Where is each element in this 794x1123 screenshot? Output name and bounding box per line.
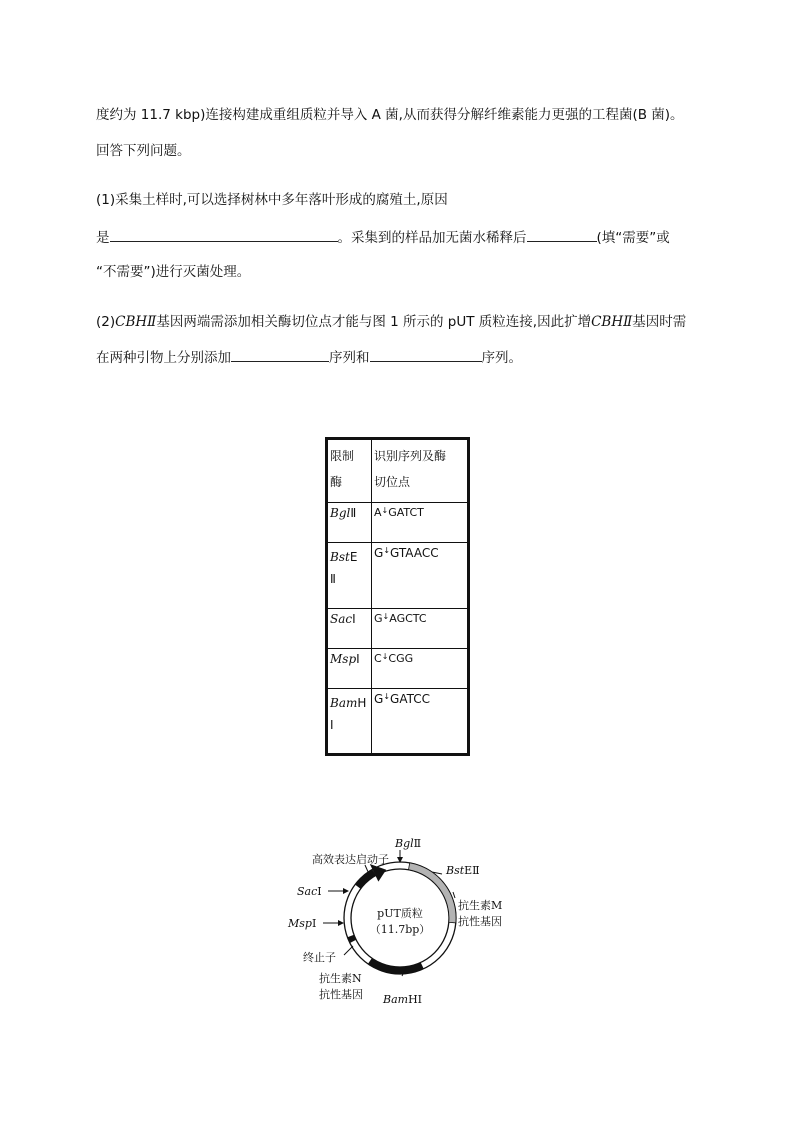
table-header-site: 识别序列及酶 切位点 [372, 439, 469, 503]
promoter-segment [355, 869, 376, 889]
bgl-label: BglⅡ [395, 837, 422, 850]
enzyme-name: BamH Ⅰ [327, 689, 372, 755]
text-segment: 在两种引物上分别添加 [96, 350, 231, 366]
table-header-enzyme: 限制 酶 [327, 439, 372, 503]
msp-pointer-head [338, 920, 344, 926]
resist-m-label-2: 抗性基因 [458, 915, 502, 928]
text-segment: 是 [96, 230, 110, 246]
text-segment: (2) [96, 314, 116, 330]
resist-m-pointer [453, 892, 455, 898]
recognition-site: G↓AGCTC [372, 609, 469, 649]
bam-label: BamHⅠ [383, 993, 423, 1006]
resist-n-label-1: 抗生素N [319, 972, 362, 985]
question-2-line-2 [96, 347, 522, 368]
text-segment: 序列。 [481, 350, 522, 366]
text-segment: 。采集到的样品加无菌水稀释后 [337, 230, 527, 246]
question-2 [96, 312, 686, 332]
msp-label: MspⅠ [288, 917, 317, 930]
answer-blank-2[interactable] [527, 227, 597, 242]
table-row [327, 609, 469, 649]
terminator-pointer [344, 946, 353, 955]
enzyme-table [325, 437, 470, 756]
recognition-site: G↓GTAACC [372, 543, 469, 609]
table-row [327, 503, 469, 543]
sac-label: SacⅠ [297, 885, 322, 898]
recognition-site: C↓CGG [372, 649, 469, 689]
text-line-2: 回答下列问题。 [96, 143, 191, 159]
text-line-1: 度约为 11.7 kbp)连接构建成重组质粒并导入 A 菌,从而获得分解纤维素能力更强的工程菌(B 菌)。 [96, 107, 684, 123]
question-1-line-3: “不需要”)进行灭菌处理。 [96, 264, 251, 280]
enzyme-name: MspⅠ [327, 649, 372, 689]
resist-n-label-2: 抗性基因 [319, 988, 363, 1001]
answer-blank-3[interactable] [231, 347, 329, 362]
table-row [327, 649, 469, 689]
resist-m-label-1: 抗生素M [458, 899, 503, 912]
text-segment: 基因两端需添加相关酶切位点才能与图 1 所示的 pUT 质粒连接,因此扩增 [156, 314, 592, 330]
text-segment: 基因时需 [632, 314, 687, 330]
enzyme-name: BstE Ⅱ [327, 543, 372, 609]
answer-blank-4[interactable] [370, 347, 482, 362]
terminator-label: 终止子 [303, 951, 336, 964]
enzyme-name: SacⅠ [327, 609, 372, 649]
gene-name: CBHⅡ [115, 314, 157, 330]
plasmid-name: pUT质粒 [377, 907, 423, 920]
question-1: (1)采集土样时,可以选择树林中多年落叶形成的腐殖土,原因 [96, 192, 448, 208]
gene-name: CBHⅡ [591, 314, 633, 330]
bste-label: BstEⅡ [446, 864, 480, 877]
table-row [327, 689, 469, 755]
text-segment: 序列和 [329, 350, 370, 366]
sac-pointer-head [343, 888, 349, 894]
plasmid-diagram [0, 830, 794, 1030]
plasmid-size: （11.7bp） [369, 923, 431, 936]
enzyme-name: BglⅡ [327, 503, 372, 543]
table-row [327, 543, 469, 609]
text-segment: (填“需要”或 [596, 230, 670, 246]
table-header-row [327, 439, 469, 503]
answer-blank-1[interactable] [110, 227, 338, 242]
recognition-site: G↓GATCC [372, 689, 469, 755]
recognition-site: A↓GATCT [372, 503, 469, 543]
promoter-label: 高效表达启动子 [312, 853, 389, 866]
question-1-line-2 [96, 227, 670, 248]
